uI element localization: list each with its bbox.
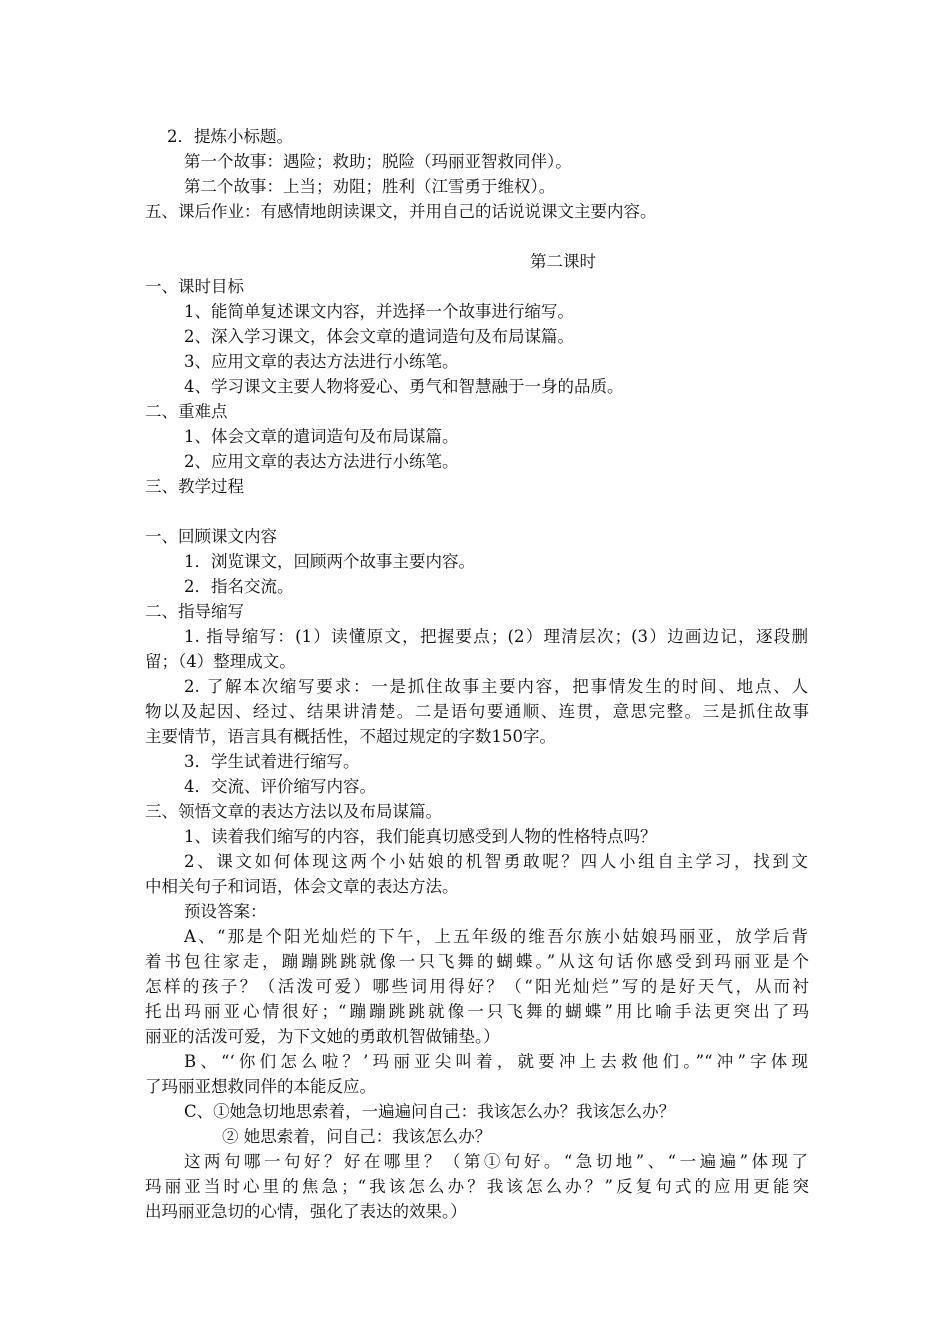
text-line: 2．提炼小标题。 <box>167 127 293 146</box>
text-line: 留；（4）整理成文。 <box>145 652 296 671</box>
text-line: A、“那是个阳光灿烂的下午，上五年级的维吾尔族小姑娘玛丽亚，放学后背 <box>184 927 808 946</box>
text-line: 三、领悟文章的表达方法以及布局谋篇。 <box>145 802 442 821</box>
text-line: 一、回顾课文内容 <box>145 527 277 546</box>
text-line: 主要情节，语言具有概括性，不超过规定的字数150字。 <box>145 727 556 746</box>
text-line: 4．交流、评价缩写内容。 <box>184 777 376 796</box>
text-line: 了玛丽亚想救同伴的本能反应。 <box>145 1077 376 1096</box>
text-line: 2．指名交流。 <box>184 577 294 596</box>
text-line: 4、学习课文主要人物将爱心、勇气和智慧融于一身的品质。 <box>184 377 624 396</box>
text-line: 这两句哪一句好？好在哪里？（第①句好。“急切地”、“一遍遍”体现了 <box>184 1152 808 1171</box>
text-line: 3．学生试着进行缩写。 <box>184 752 360 771</box>
text-line: 1．浏览课文，回顾两个故事主要内容。 <box>184 552 475 571</box>
text-line: 着书包往家走，蹦蹦跳跳就像一只飞舞的蝴蝶。”从这句话你感受到玛丽亚是个 <box>145 952 809 971</box>
text-line: 2. 了解本次缩写要求：一是抓住故事主要内容，把事情发生的时间、地点、人 <box>184 677 808 696</box>
text-line: 出玛丽亚急切的心情，强化了表达的效果。） <box>145 1202 467 1221</box>
text-line: 玛丽亚当时心里的焦急；“我该怎么办？我该怎么办？”反复句式的应用更能突 <box>145 1177 809 1196</box>
text-line: 预设答案： <box>184 902 267 921</box>
section-heading: 第二课时 <box>530 252 596 271</box>
text-line: 二、指导缩写 <box>145 602 244 621</box>
text-line: 一、课时目标 <box>145 277 244 296</box>
text-line: B、“‘你们怎么啦？’玛丽亚尖叫着，就要冲上去救他们。”“冲”字体现 <box>184 1052 808 1071</box>
text-line: 三、教学过程 <box>145 477 244 496</box>
text-line: C、①她急切地思索着，一遍遍问自己：我该怎么办？我该怎么办？ <box>184 1102 676 1121</box>
text-line: 1. 指导缩写：(1）读懂原文，把握要点；(2）理清层次；(3）边画边记，逐段删 <box>184 627 808 646</box>
text-line: 二、重难点 <box>145 402 228 421</box>
text-line: 第一个故事：遇险；救助；脱险（玛丽亚智救同伴）。 <box>184 152 572 171</box>
text-line: 2、深入学习课文，体会文章的遣词造句及布局谋篇。 <box>184 327 574 346</box>
text-line: 1、读着我们缩写的内容，我们能真切感受到人物的性格特点吗？ <box>184 827 657 846</box>
text-line: 1、能简单复述课文内容，并选择一个故事进行缩写。 <box>184 302 574 321</box>
text-line: ② 她思索着，问自己：我该怎么办？ <box>222 1127 492 1146</box>
text-line: 2、课文如何体现这两个小姑娘的机智勇敢呢？四人小组自主学习，找到文 <box>184 852 808 871</box>
text-line: 怎样的孩子？（活泼可爱）哪些词用得好？（“阳光灿烂”写的是好天气，从而衬 <box>145 977 809 996</box>
text-line: 中相关句子和词语，体会文章的表达方法。 <box>145 877 459 896</box>
text-line: 托出玛丽亚心情很好；“蹦蹦跳跳就像一只飞舞的蝴蝶”用比喻手法更突出了玛 <box>145 1002 809 1021</box>
text-line: 3、应用文章的表达方法进行小练笔。 <box>184 352 459 371</box>
text-line: 2、应用文章的表达方法进行小练笔。 <box>184 452 459 471</box>
text-line: 1、体会文章的遣词造句及布局谋篇。 <box>184 427 459 446</box>
text-line: 丽亚的活泼可爱，为下文她的勇敢机智做铺垫。） <box>145 1027 500 1046</box>
text-line: 第二个故事：上当；劝阻；胜利（江雪勇于维权）。 <box>184 177 556 196</box>
text-line: 五、课后作业：有感情地朗读课文，并用自己的话说说课文主要内容。 <box>145 202 657 221</box>
text-line: 物以及起因、经过、结果讲清楚。二是语句要通顺、连贯，意思完整。三是抓住故事 <box>145 702 809 721</box>
